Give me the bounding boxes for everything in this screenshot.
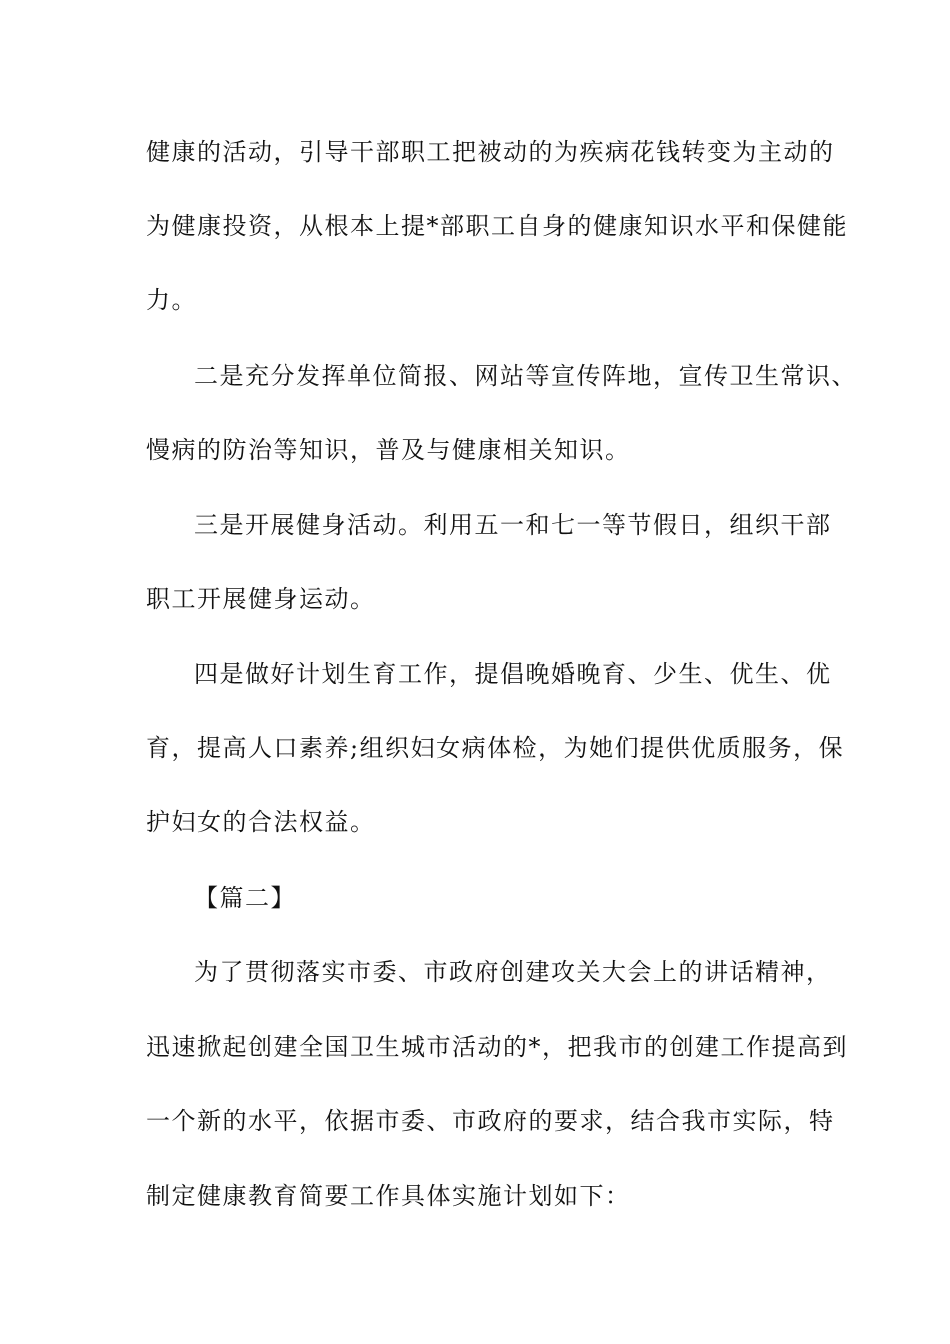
paragraph-line-9: 育，提高人口素养;组织妇女病体检，为她们提供优质服务，保 <box>146 734 845 762</box>
paragraph-line-8: 四是做好计划生育工作，提倡晚婚晚育、少生、优生、优 <box>194 660 832 688</box>
paragraph-line-4: 二是充分发挥单位简报、网站等宣传阵地，宣传卫生常识、 <box>194 362 857 390</box>
paragraph-line-2: 为健康投资，从根本上提*部职工自身的健康知识水平和保健能 <box>146 212 848 240</box>
paragraph-line-7: 职工开展健身运动。 <box>146 585 376 613</box>
paragraph-line-14: 一个新的水平，依据市委、市政府的要求，结合我市实际，特 <box>146 1107 835 1135</box>
paragraph-line-3: 力。 <box>146 286 197 314</box>
paragraph-line-10: 护妇女的合法权益。 <box>146 808 376 836</box>
paragraph-line-5: 慢病的防治等知识，普及与健康相关知识。 <box>146 436 631 464</box>
paragraph-line-13: 迅速掀起创建全国卫生城市活动的*，把我市的创建工作提高到 <box>146 1033 848 1061</box>
paragraph-line-1: 健康的活动，引导干部职工把被动的为疾病花钱转变为主动的 <box>146 138 835 166</box>
paragraph-line-12: 为了贯彻落实市委、市政府创建攻关大会上的讲话精神， <box>194 958 832 986</box>
section-heading: 【篇二】 <box>194 884 296 912</box>
paragraph-line-15: 制定健康教育简要工作具体实施计划如下： <box>146 1182 631 1210</box>
paragraph-line-6: 三是开展健身活动。利用五一和七一等节假日，组织干部 <box>194 511 832 539</box>
